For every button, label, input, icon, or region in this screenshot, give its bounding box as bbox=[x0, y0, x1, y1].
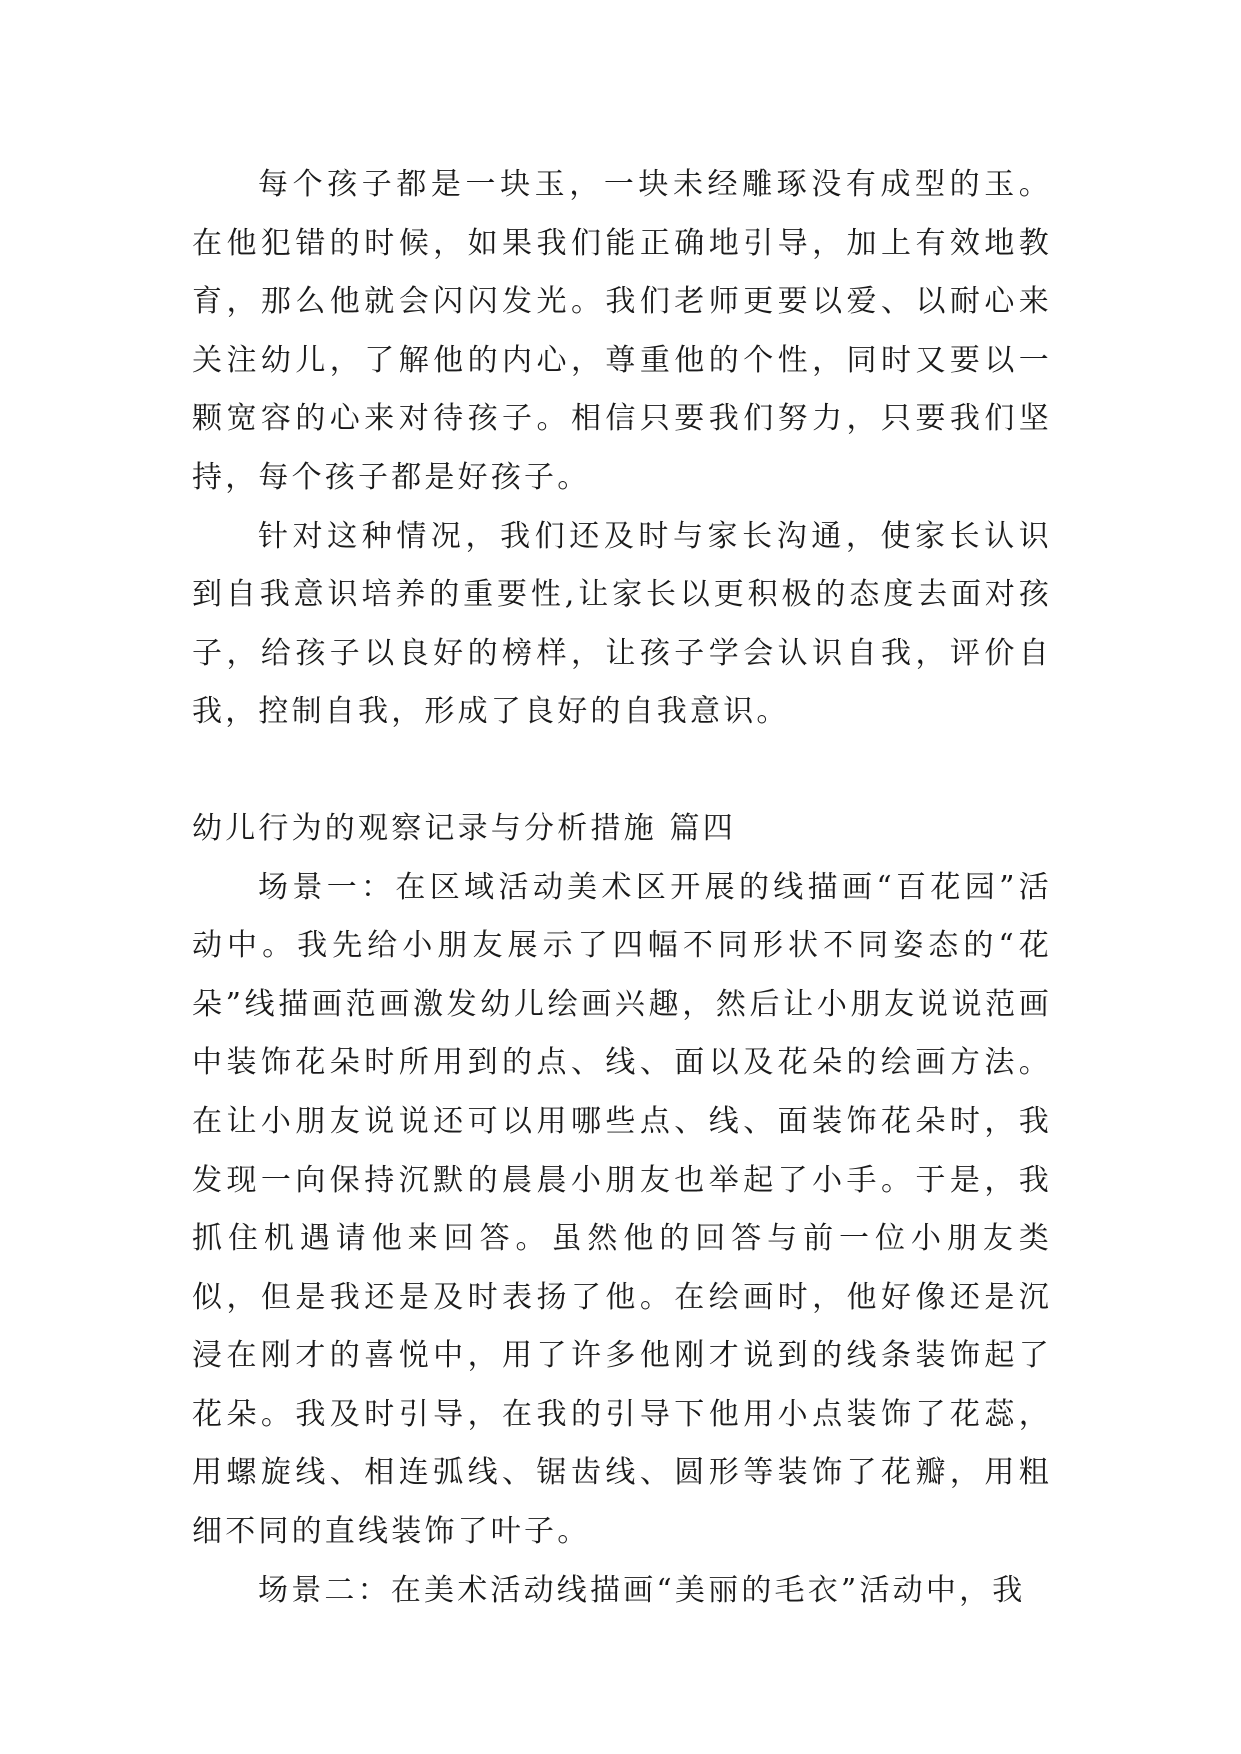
paragraph-scene-two: 场景二：在美术活动线描画“美丽的毛衣”活动中，我 bbox=[258, 1572, 1026, 1608]
document-body bbox=[192, 156, 1052, 1620]
section-heading: 幼儿行为的观察记录与分析措施 篇四 bbox=[192, 810, 736, 846]
paragraph-parent-communication: 针对这种情况，我们还及时与家长沟通，使家长认识到自我意识培养的重要性,让家长以更积极的态度去面对孩子，给孩子以良好的榜样，让孩子学会认识自我，评价自我，控制自我，形成了良好的自我意识。 bbox=[192, 518, 1052, 730]
paragraph-jade: 每个孩子都是一块玉，一块未经雕琢没有成型的玉。在他犯错的时候，如果我们能正确地引导，加上有效地教育，那么他就会闪闪发光。我们老师更要以爱、以耐心来关注幼儿，了解他的内心，尊重他的个性，同时又要以一颗宽容的心来对待孩子。相信只要我们努力，只要我们坚持，每个孩子都是好孩子。 bbox=[192, 167, 1052, 495]
paragraph-scene-one: 场景一：在区域活动美术区开展的线描画“百花园”活动中。我先给小朋友展示了四幅不同形状不同姿态的“花朵”线描画范画激发幼儿绘画兴趣，然后让小朋友说说范画中装饰花朵时所用到的点、线、面以及花朵的绘画方法。在让小朋友说说还可以用哪些点、线、面装饰花朵时，我发现一向保持沉默的晨晨小朋友也举起了小手。于是，我抓住机遇请他来回答。虽然他的回答与前一位小朋友类似，但是我还是及时表扬了他。在绘画时，他好像还是沉浸在刚才的喜悦中，用了许多他刚才说到的线条装饰起了花朵。我及时引导，在我的引导下他用小点装饰了花蕊，用螺旋线、相连弧线、锯齿线、圆形等装饰了花瓣，用粗细不同的直线装饰了叶子。 bbox=[192, 869, 1052, 1550]
